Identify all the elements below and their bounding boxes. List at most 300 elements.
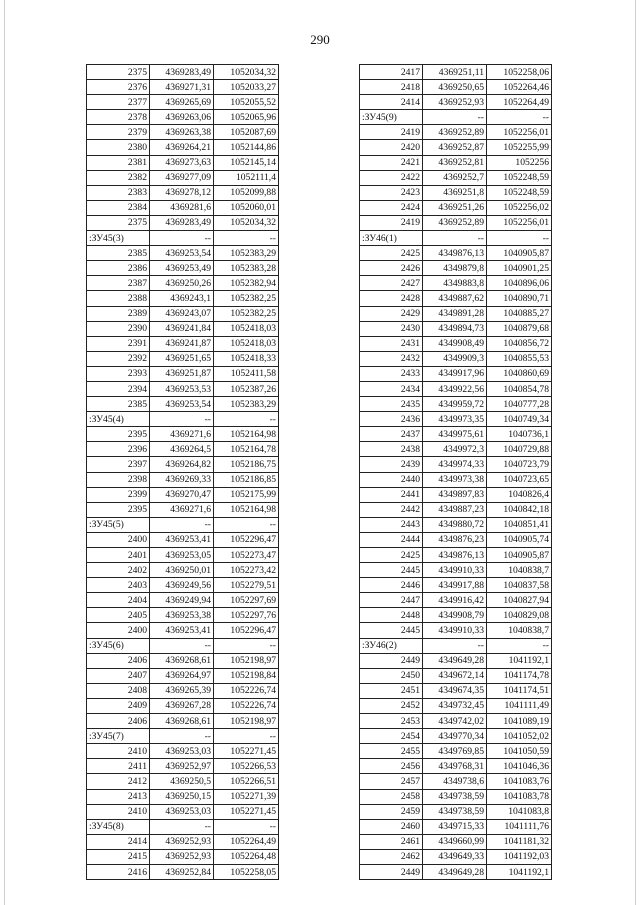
y-coordinate-cell: 1040879,68 [487,321,552,336]
x-coordinate-cell: 4349742,02 [423,714,487,729]
y-coordinate-cell: -- [214,729,279,744]
x-coordinate-cell: 4369253,54 [150,397,214,412]
table-row [87,80,279,95]
table-row [87,140,279,155]
x-coordinate-cell: 4369249,56 [150,578,214,593]
table-row [360,744,552,759]
y-coordinate-cell: 1040723,65 [487,472,552,487]
x-coordinate-cell: 4349974,33 [423,457,487,472]
point-number-cell: 2418 [360,80,423,95]
table-row [87,864,279,879]
point-number-cell: 2446 [360,578,423,593]
y-coordinate-cell: 1041089,19 [487,714,552,729]
point-number-cell: 2399 [87,487,150,502]
y-coordinate-cell: -- [214,231,279,246]
table-row [87,759,279,774]
point-number-cell: 2410 [87,804,150,819]
point-number-cell: 2419 [360,125,423,140]
table-row [87,729,279,744]
point-number-cell: 2417 [360,65,423,80]
y-coordinate-cell: 1052164,98 [214,427,279,442]
table-row [360,804,552,819]
y-coordinate-cell: 1052087,69 [214,125,279,140]
y-coordinate-cell: 1040885,27 [487,306,552,321]
table-row [360,185,552,200]
table-row [360,291,552,306]
point-number-cell: 2442 [360,502,423,517]
y-coordinate-cell: 1052033,27 [214,80,279,95]
x-coordinate-cell: 4349909,3 [423,351,487,366]
table-row [360,487,552,502]
x-coordinate-cell: 4369273,63 [150,155,214,170]
y-coordinate-cell: 1040837,58 [487,578,552,593]
coordinates-table-right [359,64,552,880]
x-coordinate-cell: 4369252,93 [150,849,214,864]
x-coordinate-cell: 4369253,03 [150,804,214,819]
y-coordinate-cell: 1040901,25 [487,261,552,276]
y-coordinate-cell: 1040729,88 [487,442,552,457]
x-coordinate-cell: 4369263,38 [150,125,214,140]
x-coordinate-cell: 4369253,49 [150,261,214,276]
x-coordinate-cell: 4369243,1 [150,291,214,306]
y-coordinate-cell: 1041050,59 [487,744,552,759]
x-coordinate-cell: 4369252,97 [150,759,214,774]
point-number-cell: 2460 [360,819,423,834]
x-coordinate-cell: 4369243,07 [150,306,214,321]
point-number-cell: 2433 [360,366,423,381]
point-number-cell: 2376 [87,80,150,95]
x-coordinate-cell: 4349770,34 [423,729,487,744]
table-row [87,397,279,412]
y-coordinate-cell: 1040723,79 [487,457,552,472]
table-row [87,593,279,608]
y-coordinate-cell: -- [214,412,279,427]
point-number-cell: 2439 [360,457,423,472]
y-coordinate-cell: 1052145,14 [214,155,279,170]
x-coordinate-cell: 4349916,42 [423,593,487,608]
x-coordinate-cell: -- [150,231,214,246]
x-coordinate-cell: -- [150,819,214,834]
x-coordinate-cell: 4369283,49 [150,65,214,80]
x-coordinate-cell: 4349917,96 [423,366,487,381]
table-row [87,804,279,819]
y-coordinate-cell: 1052258,06 [487,65,552,80]
x-coordinate-cell: 4369252,7 [423,170,487,185]
y-coordinate-cell: 1052055,52 [214,95,279,110]
y-coordinate-cell: 1052418,03 [214,336,279,351]
x-coordinate-cell: 4369264,82 [150,457,214,472]
x-coordinate-cell: -- [423,638,487,653]
x-coordinate-cell: -- [150,729,214,744]
y-coordinate-cell: -- [487,231,552,246]
point-number-cell: 2428 [360,291,423,306]
point-number-cell: 2414 [87,834,150,849]
table-row [360,306,552,321]
point-number-cell: 2454 [360,729,423,744]
x-coordinate-cell: 4349908,49 [423,336,487,351]
x-coordinate-cell: 4349973,35 [423,412,487,427]
point-number-cell: 2438 [360,442,423,457]
y-coordinate-cell: 1052383,28 [214,261,279,276]
point-number-cell: 2397 [87,457,150,472]
y-coordinate-cell: 1041083,78 [487,789,552,804]
y-coordinate-cell: 1040905,87 [487,246,552,261]
point-number-cell: :ЗУ45(9) [360,110,423,125]
table-row [360,155,552,170]
table-row [360,366,552,381]
y-coordinate-cell: 1041174,78 [487,668,552,683]
table-row [360,170,552,185]
y-coordinate-cell: 1052034,32 [214,215,279,230]
x-coordinate-cell: 4349738,59 [423,789,487,804]
y-coordinate-cell: 1052387,26 [214,381,279,396]
table-row [360,502,552,517]
x-coordinate-cell: 4369251,87 [150,366,214,381]
y-coordinate-cell: 1052264,48 [214,849,279,864]
x-coordinate-cell: 4349876,13 [423,246,487,261]
point-number-cell: 2445 [360,623,423,638]
table-row [360,472,552,487]
table-row [87,231,279,246]
x-coordinate-cell: 4349887,62 [423,291,487,306]
table-row [87,623,279,638]
table-row [360,532,552,547]
y-coordinate-cell: 1052256,02 [487,200,552,215]
table-row [87,472,279,487]
x-coordinate-cell: 4369264,21 [150,140,214,155]
point-number-cell: 2379 [87,125,150,140]
y-coordinate-cell: 1052258,05 [214,864,279,879]
table-row [360,608,552,623]
table-row [87,412,279,427]
y-coordinate-cell: 1052034,32 [214,65,279,80]
y-coordinate-cell: 1052273,47 [214,548,279,563]
table-row [87,638,279,653]
table-row [87,110,279,125]
table-row [360,698,552,713]
y-coordinate-cell: 1040905,87 [487,548,552,563]
x-coordinate-cell: 4369283,49 [150,215,214,230]
x-coordinate-cell: 4349972,3 [423,442,487,457]
point-number-cell: 2401 [87,548,150,563]
table-row [87,442,279,457]
y-coordinate-cell: 1040827,94 [487,593,552,608]
y-coordinate-cell: 1052198,97 [214,653,279,668]
table-row [360,427,552,442]
x-coordinate-cell: 4349876,23 [423,532,487,547]
y-coordinate-cell: 1052248,59 [487,170,552,185]
point-number-cell: :ЗУ45(6) [87,638,150,653]
x-coordinate-cell: 4369253,41 [150,532,214,547]
y-coordinate-cell: 1040851,41 [487,517,552,532]
point-number-cell: 2440 [360,472,423,487]
point-number-cell: 2448 [360,608,423,623]
point-number-cell: 2456 [360,759,423,774]
x-coordinate-cell: 4349732,45 [423,698,487,713]
point-number-cell: 2441 [360,487,423,502]
x-coordinate-cell: 4349649,33 [423,849,487,864]
x-coordinate-cell: 4369253,05 [150,548,214,563]
x-coordinate-cell: 4369251,11 [423,65,487,80]
x-coordinate-cell: -- [150,517,214,532]
x-coordinate-cell: 4349922,56 [423,381,487,396]
y-coordinate-cell: 1041111,49 [487,698,552,713]
point-number-cell: 2388 [87,291,150,306]
point-number-cell: 2455 [360,744,423,759]
point-number-cell: 2459 [360,804,423,819]
point-number-cell: 2445 [360,563,423,578]
point-number-cell: 2396 [87,442,150,457]
point-number-cell: 2395 [87,502,150,517]
x-coordinate-cell: 4369253,53 [150,381,214,396]
y-coordinate-cell: 1052255,99 [487,140,552,155]
y-coordinate-cell: -- [214,517,279,532]
x-coordinate-cell: 4349897,83 [423,487,487,502]
y-coordinate-cell: 1041046,36 [487,759,552,774]
table-row [360,789,552,804]
point-number-cell: 2406 [87,714,150,729]
y-coordinate-cell: 1052099,88 [214,185,279,200]
coordinates-table-left [86,64,279,880]
table-row [87,532,279,547]
table-row [360,834,552,849]
table-row [360,729,552,744]
table-row [360,125,552,140]
y-coordinate-cell: -- [487,110,552,125]
x-coordinate-cell: -- [150,412,214,427]
y-coordinate-cell: -- [487,638,552,653]
y-coordinate-cell: 1040736,1 [487,427,552,442]
y-coordinate-cell: 1052383,29 [214,246,279,261]
table-row [360,412,552,427]
point-number-cell: 2432 [360,351,423,366]
point-number-cell: 2419 [360,215,423,230]
x-coordinate-cell: 4369264,97 [150,668,214,683]
x-coordinate-cell: 4369271,31 [150,80,214,95]
point-number-cell: 2392 [87,351,150,366]
y-coordinate-cell: 1052186,85 [214,472,279,487]
table-row [360,351,552,366]
y-coordinate-cell: 1052383,29 [214,397,279,412]
x-coordinate-cell: 4349649,28 [423,653,487,668]
table-row [360,638,552,653]
y-coordinate-cell: 1041052,02 [487,729,552,744]
table-row [87,774,279,789]
table-row [360,397,552,412]
table-row [360,65,552,80]
point-number-cell: 2420 [360,140,423,155]
point-number-cell: :ЗУ46(2) [360,638,423,653]
x-coordinate-cell: 4349879,8 [423,261,487,276]
x-coordinate-cell: 4349959,72 [423,397,487,412]
y-coordinate-cell: 1040890,71 [487,291,552,306]
x-coordinate-cell: 4369253,54 [150,246,214,261]
table-row [360,457,552,472]
point-number-cell: 2409 [87,698,150,713]
point-number-cell: 2387 [87,276,150,291]
x-coordinate-cell: 4369252,93 [423,95,487,110]
y-coordinate-cell: 1052248,59 [487,185,552,200]
table-row [360,683,552,698]
x-coordinate-cell: 4369241,87 [150,336,214,351]
y-coordinate-cell: 1052296,47 [214,623,279,638]
x-coordinate-cell: 4349883,8 [423,276,487,291]
table-row [360,517,552,532]
x-coordinate-cell: 4369277,09 [150,170,214,185]
point-number-cell: 2415 [87,849,150,864]
point-number-cell: 2405 [87,608,150,623]
table-row [87,351,279,366]
point-number-cell: 2377 [87,95,150,110]
table-row [360,276,552,291]
x-coordinate-cell: 4369252,93 [150,834,214,849]
point-number-cell: 2437 [360,427,423,442]
point-number-cell: 2406 [87,653,150,668]
point-number-cell: 2449 [360,653,423,668]
y-coordinate-cell: 1041181,32 [487,834,552,849]
table-row [360,321,552,336]
table-row [360,231,552,246]
table-row [360,593,552,608]
table-row [360,849,552,864]
table-row [87,427,279,442]
y-coordinate-cell: 1040896,06 [487,276,552,291]
table-row [360,563,552,578]
table-row [87,95,279,110]
table-row [87,276,279,291]
point-number-cell: 2452 [360,698,423,713]
x-coordinate-cell: 4369252,87 [423,140,487,155]
y-coordinate-cell: -- [214,638,279,653]
x-coordinate-cell: 4369250,01 [150,563,214,578]
point-number-cell: 2449 [360,864,423,879]
table-row [87,65,279,80]
point-number-cell: 2453 [360,714,423,729]
x-coordinate-cell: 4349876,13 [423,548,487,563]
table-row [360,759,552,774]
table-row [87,125,279,140]
table-row [87,563,279,578]
point-number-cell: 2394 [87,381,150,396]
point-number-cell: 2462 [360,849,423,864]
point-number-cell: 2400 [87,623,150,638]
table-row [87,336,279,351]
x-coordinate-cell: 4369267,28 [150,698,214,713]
point-number-cell: :ЗУ45(3) [87,231,150,246]
page-left-edge-line [4,0,5,905]
point-number-cell: 2461 [360,834,423,849]
point-number-cell: :ЗУ45(7) [87,729,150,744]
table-row [87,291,279,306]
x-coordinate-cell: 4369252,89 [423,215,487,230]
x-coordinate-cell: 4349887,23 [423,502,487,517]
y-coordinate-cell: 1052226,74 [214,683,279,698]
y-coordinate-cell: 1052297,69 [214,593,279,608]
point-number-cell: 2416 [87,864,150,879]
table-row [360,578,552,593]
point-number-cell: 2412 [87,774,150,789]
x-coordinate-cell: 4369271,6 [150,427,214,442]
table-row [87,155,279,170]
x-coordinate-cell: 4349908,79 [423,608,487,623]
y-coordinate-cell: 1040854,78 [487,381,552,396]
table-row [87,215,279,230]
point-number-cell: 2383 [87,185,150,200]
y-coordinate-cell: 1052164,98 [214,502,279,517]
table-row [360,246,552,261]
point-number-cell: 2422 [360,170,423,185]
x-coordinate-cell: 4349715,33 [423,819,487,834]
x-coordinate-cell: 4369241,84 [150,321,214,336]
y-coordinate-cell: 1052273,42 [214,563,279,578]
y-coordinate-cell: 1040749,34 [487,412,552,427]
x-coordinate-cell: 4369252,81 [423,155,487,170]
table-row [87,381,279,396]
x-coordinate-cell: 4369251,65 [150,351,214,366]
table-row [87,502,279,517]
x-coordinate-cell: 4349738,6 [423,774,487,789]
table-row [87,306,279,321]
y-coordinate-cell: 1052226,74 [214,698,279,713]
y-coordinate-cell: 1041192,1 [487,864,552,879]
x-coordinate-cell: 4369269,33 [150,472,214,487]
point-number-cell: :ЗУ45(4) [87,412,150,427]
point-number-cell: 2385 [87,246,150,261]
point-number-cell: 2413 [87,789,150,804]
point-number-cell: 2425 [360,246,423,261]
point-number-cell: 2380 [87,140,150,155]
point-number-cell: 2444 [360,532,423,547]
x-coordinate-cell: 4369249,94 [150,593,214,608]
table-row [87,261,279,276]
point-number-cell: 2457 [360,774,423,789]
y-coordinate-cell: 1052111,4 [214,170,279,185]
y-coordinate-cell: 1052065,96 [214,110,279,125]
table-row [87,457,279,472]
x-coordinate-cell: 4369250,65 [423,80,487,95]
point-number-cell: 2403 [87,578,150,593]
table-row [87,789,279,804]
table-row [360,442,552,457]
y-coordinate-cell: 1052411,58 [214,366,279,381]
point-number-cell: :ЗУ45(5) [87,517,150,532]
y-coordinate-cell: 1052264,49 [487,95,552,110]
y-coordinate-cell: 1052271,39 [214,789,279,804]
y-coordinate-cell: 1041174,51 [487,683,552,698]
y-coordinate-cell: 1052266,53 [214,759,279,774]
y-coordinate-cell: -- [214,819,279,834]
table-row [360,653,552,668]
table-row [87,366,279,381]
point-number-cell: 2447 [360,593,423,608]
x-coordinate-cell: 4369253,41 [150,623,214,638]
table-row [87,246,279,261]
point-number-cell: 2434 [360,381,423,396]
table-row [360,864,552,879]
point-number-cell: 2390 [87,321,150,336]
point-number-cell: 2389 [87,306,150,321]
table-row [87,200,279,215]
point-number-cell: 2391 [87,336,150,351]
y-coordinate-cell: 1052418,33 [214,351,279,366]
x-coordinate-cell: 4369263,06 [150,110,214,125]
table-row [360,80,552,95]
y-coordinate-cell: 1052256,01 [487,215,552,230]
x-coordinate-cell: 4349910,33 [423,623,487,638]
x-coordinate-cell: 4369265,39 [150,683,214,698]
x-coordinate-cell: 4369251,26 [423,200,487,215]
table-row [360,95,552,110]
